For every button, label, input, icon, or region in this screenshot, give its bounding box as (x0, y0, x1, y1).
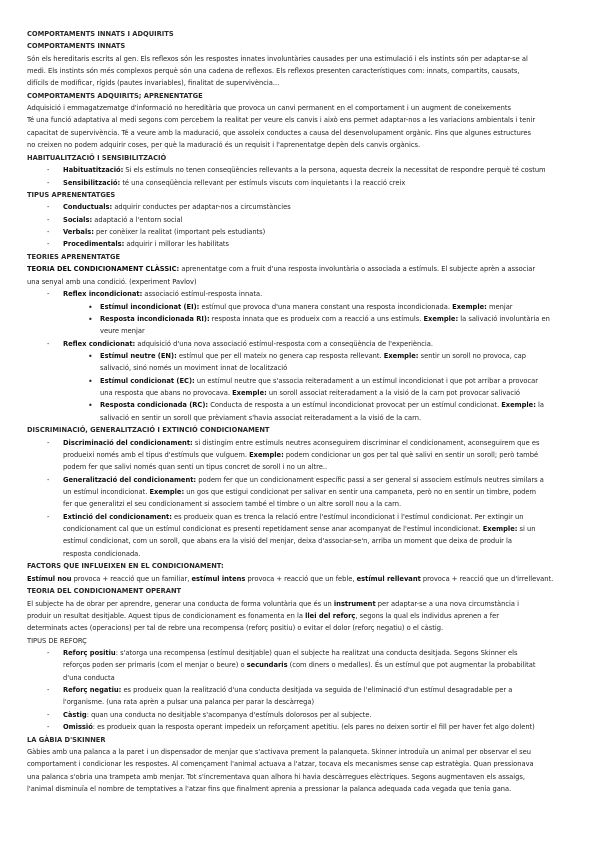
list-item (100, 401, 544, 410)
dash-bullet: - (47, 711, 50, 719)
list-item (100, 352, 526, 361)
text-line: determinats actes (operacions) per tal de rebre una recompensa (reforç positiu) o evitar el dolor (reforç negatiu) o el càstig. (27, 624, 444, 632)
heading-habitualitzacio: HABITUALITZACIÓ I SENSIBILITZACIÓ (27, 154, 167, 162)
example-text: la (535, 401, 544, 409)
text-line: capacitat de supervivència. Té a veure amb la maduració, que assoleix conductes a causa del desenvolupament orgànic. Fins que algunes estructures (27, 129, 532, 137)
term: Estímul nou (27, 575, 72, 583)
bullet-dot: • (88, 315, 93, 324)
example-text: podem condicionar un gos per tal què salivi en sentir un soroll; però també (283, 451, 539, 459)
list-item (100, 303, 513, 312)
heading-gabia-skinner: LA GÀBIA D'SKINNER (27, 736, 106, 744)
text-part: , segons la qual els individus aprenen a fer (355, 612, 499, 620)
list-item (63, 216, 182, 225)
heading-adquirits: COMPORTAMENTS ADQUIRITS; APRENENTATGE (27, 92, 203, 100)
example-label: Exemple: (452, 303, 487, 311)
example-label: Exemple: (149, 488, 185, 496)
example-text: menjar (486, 303, 513, 311)
text-line (63, 525, 536, 534)
definition: provoca + reacció que un d'irrellevant. (420, 575, 554, 583)
definition: provoca + reacció que un familiar, (71, 575, 192, 583)
dash-bullet: - (47, 439, 50, 447)
list-item (63, 476, 544, 485)
dash-bullet: - (47, 476, 50, 484)
text-line: l'organisme. (una rata aprèn a pulsar una palanca per parar la descàrrega) (63, 698, 315, 706)
dash-bullet: - (47, 513, 50, 521)
term: Estímul condicionat (EC): (100, 377, 195, 385)
list-item (63, 649, 518, 658)
example-label: Exemple: (383, 352, 419, 360)
text-line: Gàbies amb una palanca a la paret i un dispensador de menjar que s'activava prement la palanqueta. Skinner introduïa un animal per observar el seu (27, 748, 531, 756)
term: Reflex condicionat: (63, 340, 136, 348)
list-item (63, 179, 405, 188)
definition: resposta innata que es produeix com a reacció a uns estímuls. (209, 315, 424, 323)
example-label: Exemple: (482, 525, 518, 533)
text-line: podem fer que salivi només quan senti un tipus concret de soroll i no un altre.. (63, 463, 328, 471)
term: estímul intens (191, 575, 246, 583)
definition: té una conseqüència rellevant per estímuls viscuts com inquietants i la reacció creix (120, 179, 406, 187)
term: secundaris (246, 661, 288, 669)
definition: un estímul incondicionat. (63, 488, 150, 496)
text-line: l'animal disminuïa el nombre de temptatives a l'atzar fins que finalment aprenia a pressionar la palanca adequada cada vegada que tenia gana. (27, 785, 512, 793)
term: Càstig (63, 711, 87, 719)
term: TEORIA DEL CONDICIONAMENT CLÀSSIC: (27, 265, 180, 273)
term: Discriminació del condicionament: (63, 439, 193, 447)
example-text: un gos que estigui condicionat per salivar en sentir una campaneta, però no en sentir un timbre, podem (184, 488, 537, 496)
list-item (63, 203, 291, 212)
list-item (100, 377, 538, 386)
text-line (63, 661, 536, 670)
text-line: Adquisició i emmagatzematge d'informació no hereditària que provoca un canvi permanent en el comportament i un augment de coneixements (27, 104, 511, 112)
text-line: comportament i condicionar les respostes. Al començament l'animal actuava a l'atzar, tocava els mecanismes sense cap estratègia. Quan pressionava (27, 760, 534, 768)
doc-title: COMPORTAMENTS INNATS I ADQUIRITS (27, 30, 174, 38)
definition: aprenentatge com a fruit d'una resposta involuntària o associada a estímuls. El subjecte aprèn a associar (179, 265, 536, 273)
definition: per conèixer la realitat (important pels estudiants) (93, 228, 266, 236)
term: Resposta condicionada (RC): (100, 401, 209, 409)
heading-factors: FACTORS QUE INFLUEIXEN EN EL CONDICIONAMENT: (27, 562, 224, 570)
text-line: Té una funció adaptativa al medi segons com percebem la realitat per veure els canvis i això ens permet adaptar-nos a les variacions ambientals i tenir (27, 116, 536, 124)
term: Procedimentals: (63, 240, 125, 248)
text-part: (com diners o medalles). És un estímul que pot augmentar la probabilitat (287, 661, 536, 669)
definition: Conducta de resposta a un estímul incondicionat provocat per un estímul condicionat. (208, 401, 502, 409)
dash-bullet: - (47, 649, 50, 657)
text-line (27, 612, 499, 621)
dash-bullet: - (47, 228, 50, 236)
term: llei del reforç (305, 612, 356, 620)
text-line (100, 389, 520, 398)
heading-tipus-aprenentatges: TIPUS APRENENTATGES (27, 191, 116, 199)
list-item (63, 513, 524, 522)
definition: produeixi només amb el tipus d'estímuls que vulguem. (63, 451, 250, 459)
text-line (27, 575, 553, 584)
text-line: estímul condicionat, com un soroll, que abans era la visió del menjar, deixa d'associar-se'n, arriba un moment que deixa de produir la (63, 537, 513, 545)
list-item (63, 723, 535, 732)
text-part: produir un resultat desitjable. Aquest tipus de condicionament es fonamenta en la (27, 612, 306, 620)
example-label: Exemple: (423, 315, 459, 323)
term: Extinció del condicionament: (63, 513, 172, 521)
term: Reflex incondicionat: (63, 290, 143, 298)
list-item (63, 166, 546, 175)
text-part: El subjecte ha de obrar per aprendre, generar una conducta de forma voluntària que és un (27, 600, 334, 608)
text-part: per adaptar-se a una nova circumstància i (375, 600, 519, 608)
definition: es produeix quan la realització d'una conducta desitjada va seguida de l'eliminació d'un estímul desagradable per a (121, 686, 513, 694)
definition: un estímul neutre que s'associa reiteradament a un estímul incondicionat i que pot arribar a provocar (194, 377, 539, 385)
term: Conductuals: (63, 203, 113, 211)
heading-innats: COMPORTAMENTS INNATS (27, 42, 126, 50)
list-item (63, 439, 540, 448)
definition: : quan una conducta no desitjable s'acompanya d'estímuls dolorosos per al subjecte. (86, 711, 372, 719)
text-line (63, 488, 536, 497)
definition: una resposta que abans no provocava. (100, 389, 233, 397)
dash-bullet: - (47, 240, 50, 248)
text-line: Són els hereditaris escrits al gen. Els reflexos són les respostes innates involuntàries causades per una estimulació i els instints són per adaptar-se al (27, 55, 528, 63)
text-line: fer que generalitzi el seu condicionament si associem també el timbre o un altre soroll nou a la carn. (63, 500, 402, 508)
bullet-dot: • (88, 377, 93, 386)
term: Habituatització: (63, 166, 124, 174)
text-line: no creixen no podem adquirir coses, per què la maduració és un requisit i l'aprenentatge depèn dels canvis orgànics. (27, 141, 421, 149)
text-line (63, 451, 538, 460)
text-line (27, 600, 519, 609)
example-label: Exemple: (249, 451, 284, 459)
example-text: la salivació involuntària en (458, 315, 550, 323)
definition: si distingim entre estímuls neutres aconseguirem discriminar el condicionament, aconseguirem que es (192, 439, 540, 447)
term: Estímul neutre (EN): (100, 352, 177, 360)
bullet-dot: • (88, 303, 93, 312)
text-line: salivació, sinó només un moviment innat de localització (100, 364, 288, 372)
dash-bullet: - (47, 340, 50, 348)
bullet-dot: • (88, 352, 93, 361)
list-item (63, 290, 262, 299)
term: Estímul incondicionat (EI): (100, 303, 200, 311)
text-part: reforços poden ser primaris (com el menjar o beure) o (63, 661, 247, 669)
definition: Si els estímuls no tenen conseqüències rellevants a la persona, aquesta decreix la necessitat de respondre perquè té costum (123, 166, 546, 174)
dash-bullet: - (47, 166, 50, 174)
dash-bullet: - (47, 723, 50, 731)
term: Sensibilització: (63, 179, 121, 187)
subheading-tipus-reforc: TIPUS DE REFORÇ (27, 637, 87, 645)
text-line: una palanca s'obria una trampeta amb menjar. Tot s'incrementava quan alhora hi havia descàrregues elèctriques. Segons augmentaven els assaigs, (27, 773, 525, 781)
term: Reforç positiu (63, 649, 116, 657)
term: estímul rellevant (356, 575, 421, 583)
example-text: sentir un soroll no provoca, cap (418, 352, 526, 360)
definition: : s'atorga una recompensa (estímul desitjable) quan el subjecte ha realitzat una conducta desitjada. Segons Skinner els (115, 649, 518, 657)
text-line (27, 265, 535, 274)
text-line: medi. Els instints són més complexos perquè són una cadena de reflexos. Els reflexos presenten característiques com: innats, compartits, causats, (27, 67, 520, 75)
definition: adquirir conductes per adaptar-nos a circumstàncies (112, 203, 291, 211)
definition: estímul que per ell mateix no genera cap resposta rellevant. (176, 352, 384, 360)
list-item (63, 711, 372, 720)
definition: adaptació a l'entorn social (92, 216, 183, 224)
term: instrument (333, 600, 376, 608)
term: Omissió (63, 723, 93, 731)
heading-teories: TEORIES APRENENTATGE (27, 253, 121, 261)
list-item (63, 686, 512, 695)
definition: adquirir i millorar les habilitats (124, 240, 230, 248)
definition: : es produeix quan la resposta operant impedeix un reforçament apetitiu. (els pares no deixen sortir el fill per haver fet algo dolent) (92, 723, 535, 731)
example-text: un soroll associat reiteradament a la visió de la carn pot provocar salivació (266, 389, 521, 397)
definition: adquisició d'una nova associació estímul-resposta com a conseqüència de l'experiència. (135, 340, 433, 348)
term: Resposta incondicionada RI): (100, 315, 210, 323)
list-item (63, 240, 229, 249)
list-item (100, 315, 550, 324)
text-line: difícils de modificar, rígids (pautes invariables), finalitat de supervivència... (27, 79, 280, 87)
text-line: resposta condicionada. (63, 550, 141, 558)
dash-bullet: - (47, 179, 50, 187)
dash-bullet: - (47, 216, 50, 224)
term: Socials: (63, 216, 93, 224)
dash-bullet: - (47, 203, 50, 211)
term: Verbals: (63, 228, 94, 236)
bullet-dot: • (88, 401, 93, 410)
dash-bullet: - (47, 686, 50, 694)
heading-operant: TEORIA DEL CONDICIONAMENT OPERANT (27, 587, 182, 595)
definition: condicionament cal que un estímul condicionat es presenti repetidament sense anar acompanyat de l'estímul incondicionat. (63, 525, 483, 533)
text-line: salivació en sentir un soroll que prèviament s'havia associat reiteradament a la visió de la carn. (100, 414, 422, 422)
example-text: si un (517, 525, 536, 533)
list-item (63, 228, 265, 237)
text-line: veure menjar (100, 327, 145, 335)
definition: estímul que provoca d'una manera constant una resposta incondicionada. (199, 303, 453, 311)
term: Reforç negatiu: (63, 686, 122, 694)
example-label: Exemple: (501, 401, 536, 409)
definition: provoca + reacció que un feble, (245, 575, 357, 583)
dash-bullet: - (47, 290, 50, 298)
text-line: d'una conducta (63, 674, 115, 682)
example-label: Exemple: (232, 389, 267, 397)
definition: es produeix quan es trenca la relació entre l'estímul incondicionat i l'estímul condicionat. Per extingir un (171, 513, 524, 521)
text-line: una senyal amb una condició. (experiment Pavlov) (27, 278, 197, 286)
definition: associació estímul-resposta innata. (142, 290, 263, 298)
term: Generalització del condicionament: (63, 476, 197, 484)
definition: podem fer que un condicionament específic passi a ser general si associem estímuls neutres similars a (196, 476, 544, 484)
heading-discriminacio: DISCRIMINACIÓ, GENERALITZACIÓ I EXTINCIÓ CONDICIONAMENT (27, 426, 270, 434)
list-item (63, 340, 433, 349)
